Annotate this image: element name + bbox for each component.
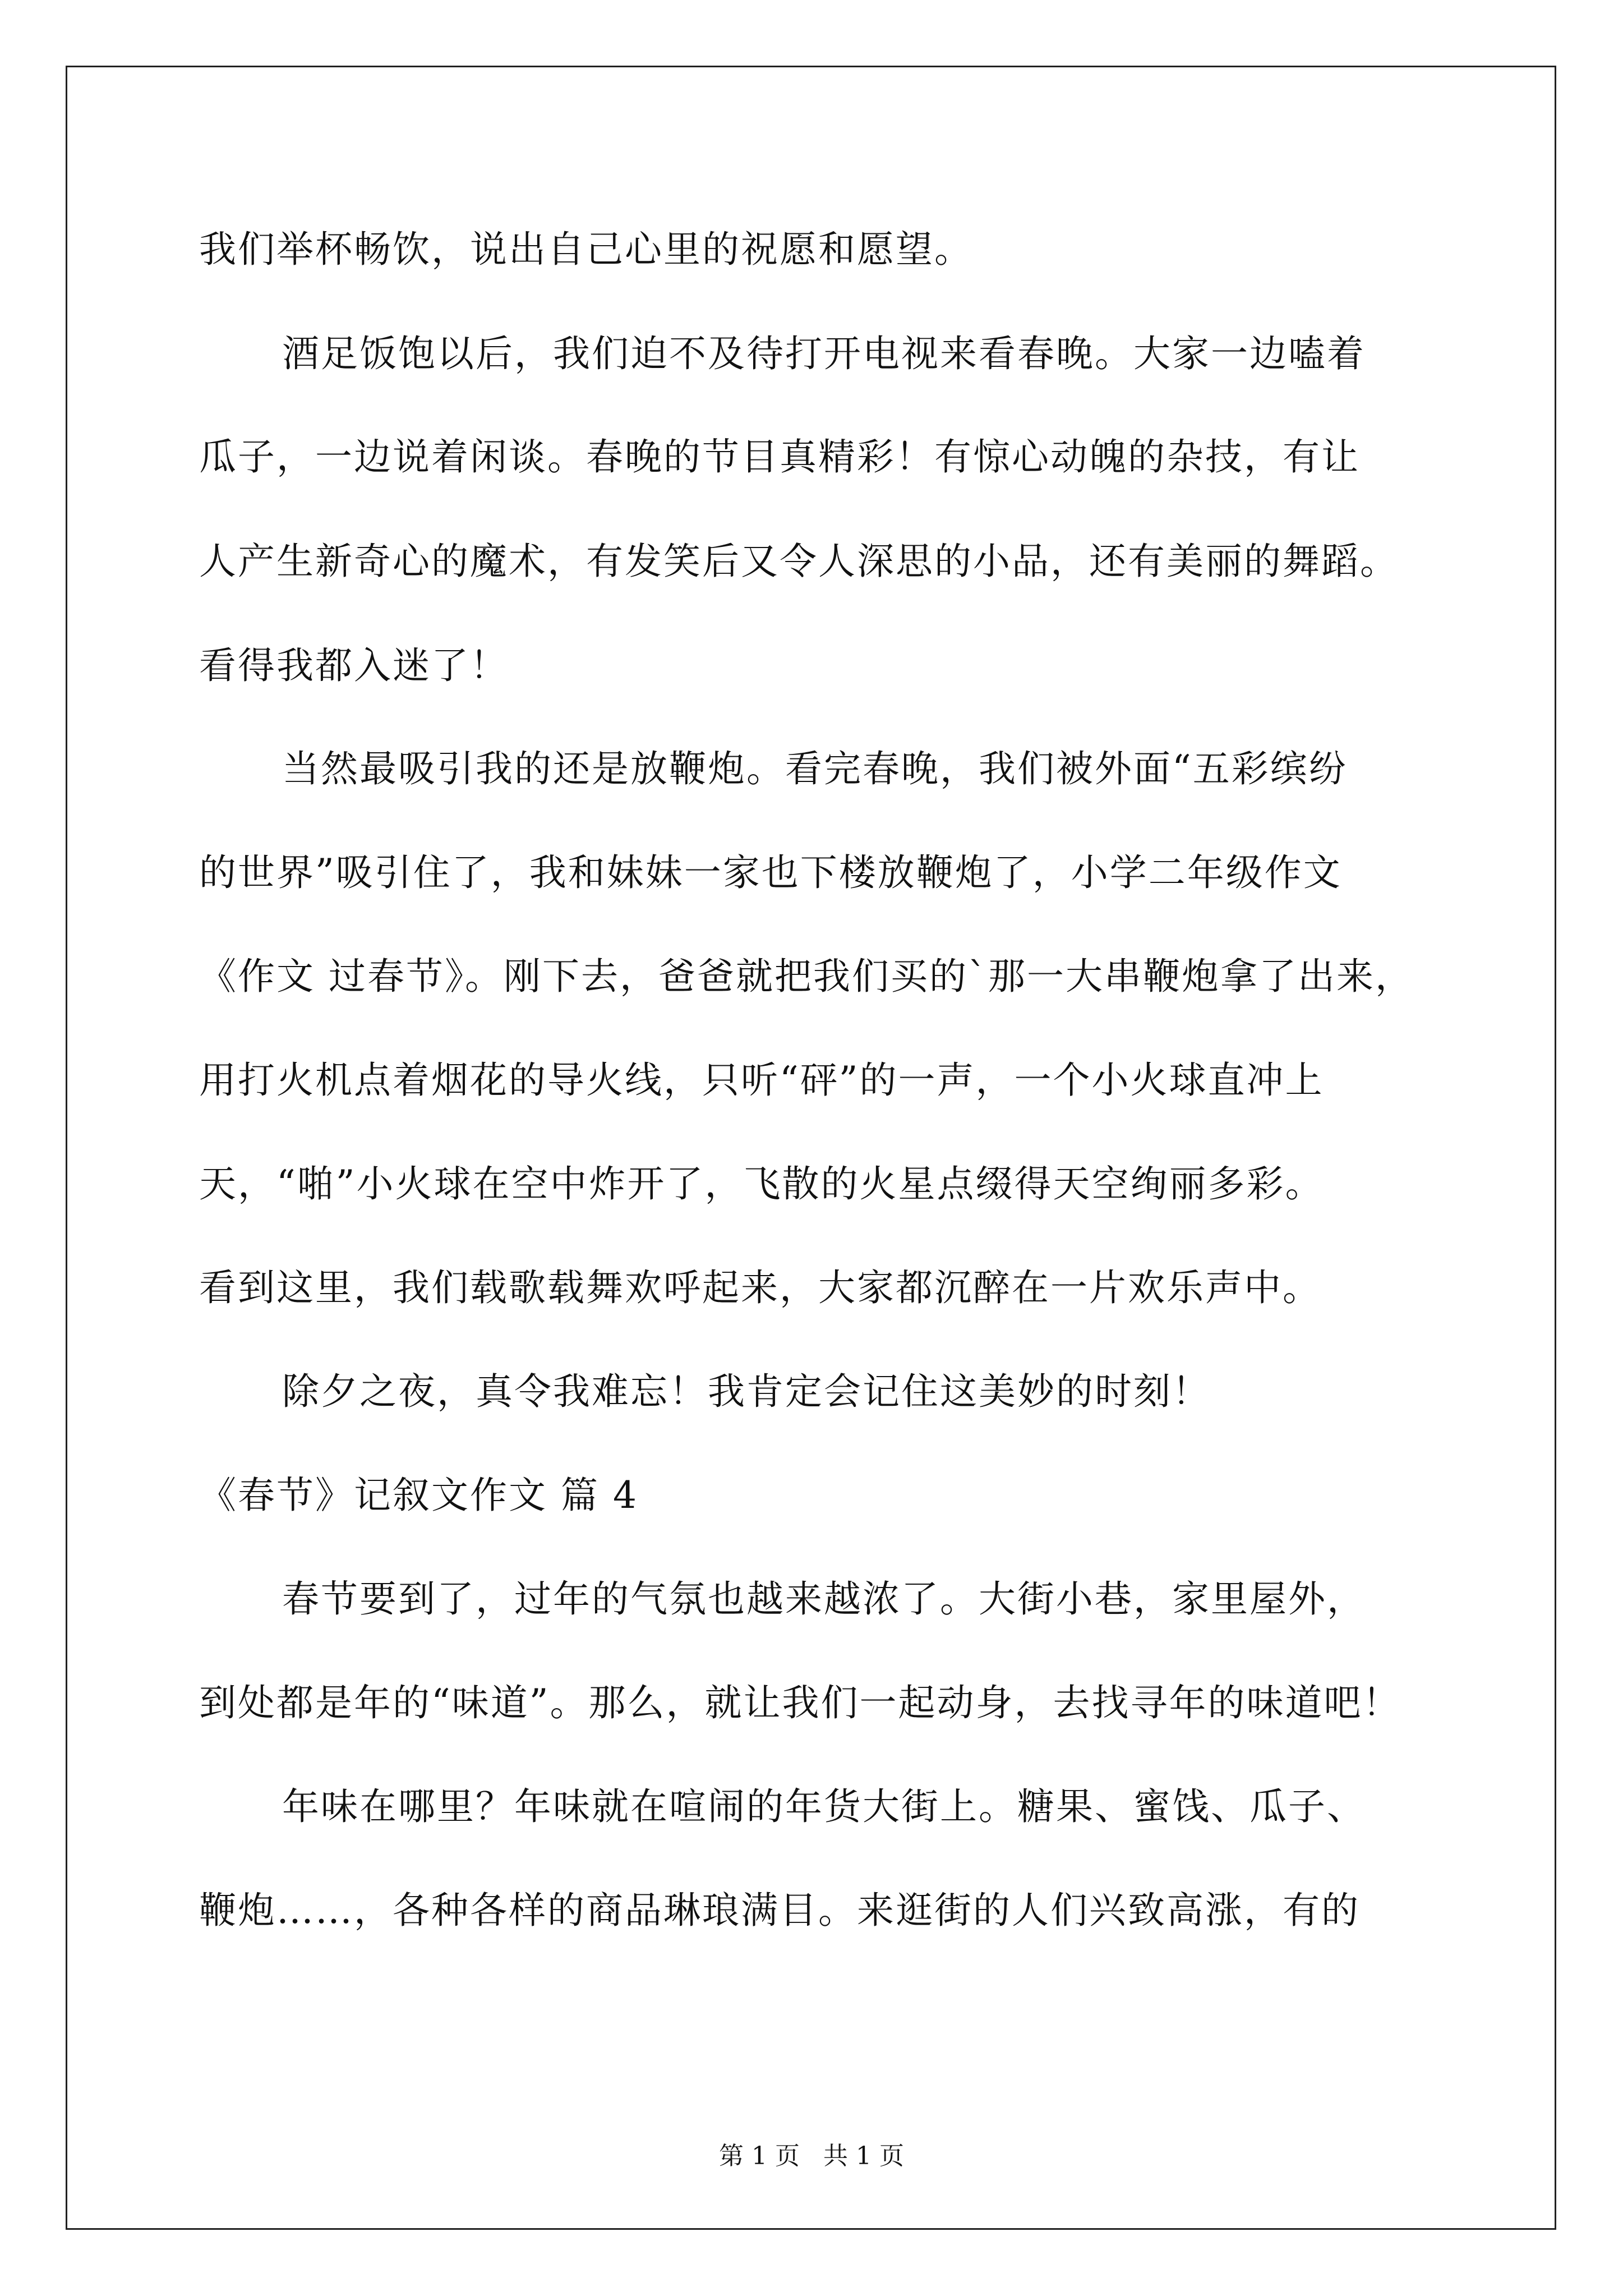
text-line: 到处都是年的“味道”。那么，就让我们一起动身，去找寻年的味道吧！	[199, 1681, 1401, 1724]
text-line: 我们举杯畅饮，说出自己心里的祝愿和愿望。	[199, 228, 973, 271]
text-line: 《作文 过春节》。刚下去，爸爸就把我们买的`那一大串鞭炮拿了出来，	[199, 955, 1414, 998]
text-line: 年味在哪里？年味就在喧闹的年货大街上。糖果、蜜饯、瓜子、	[282, 1785, 1366, 1828]
text-line: 春节要到了，过年的气氛也越来越浓了。大街小巷，家里屋外，	[282, 1577, 1366, 1621]
text-line: 的世界”吸引住了，我和妹妹一家也下楼放鞭炮了，小学二年级作文	[199, 851, 1342, 894]
text-line: 当然最吸引我的还是放鞭炮。看完春晚，我们被外面“五彩缤纷	[282, 747, 1348, 790]
text-line: 瓜子，一边说着闲谈。春晚的节目真精彩！有惊心动魄的杂技，有让	[199, 435, 1360, 478]
text-line: 鞭炮……，各种各样的商品琳琅满目。来逛街的人们兴致高涨，有的	[199, 1889, 1360, 1932]
text-line: 看到这里，我们载歌载舞欢呼起来，大家都沉醉在一片欢乐声中。	[199, 1266, 1321, 1309]
page-number: 第 1 页 共 1 页	[719, 2142, 904, 2170]
text-line: 用打火机点着烟花的导火线，只听“砰”的一声，一个小火球直冲上	[199, 1059, 1324, 1102]
text-line: 天，“啪”小火球在空中炸开了，飞散的火星点缀得天空绚丽多彩。	[199, 1162, 1324, 1205]
text-line: 除夕之夜，真令我难忘！我肯定会记住这美妙的时刻！	[282, 1370, 1211, 1413]
text-line: 人产生新奇心的魔术，有发笑后又令人深思的小品，还有美丽的舞蹈。	[199, 540, 1399, 583]
text-line: 酒足饭饱以后，我们迫不及待打开电视来看春晚。大家一边嗑着	[282, 332, 1366, 375]
section-heading: 《春节》记叙文作文 篇 4	[199, 1474, 638, 1517]
text-line: 看得我都入迷了！	[199, 644, 509, 687]
